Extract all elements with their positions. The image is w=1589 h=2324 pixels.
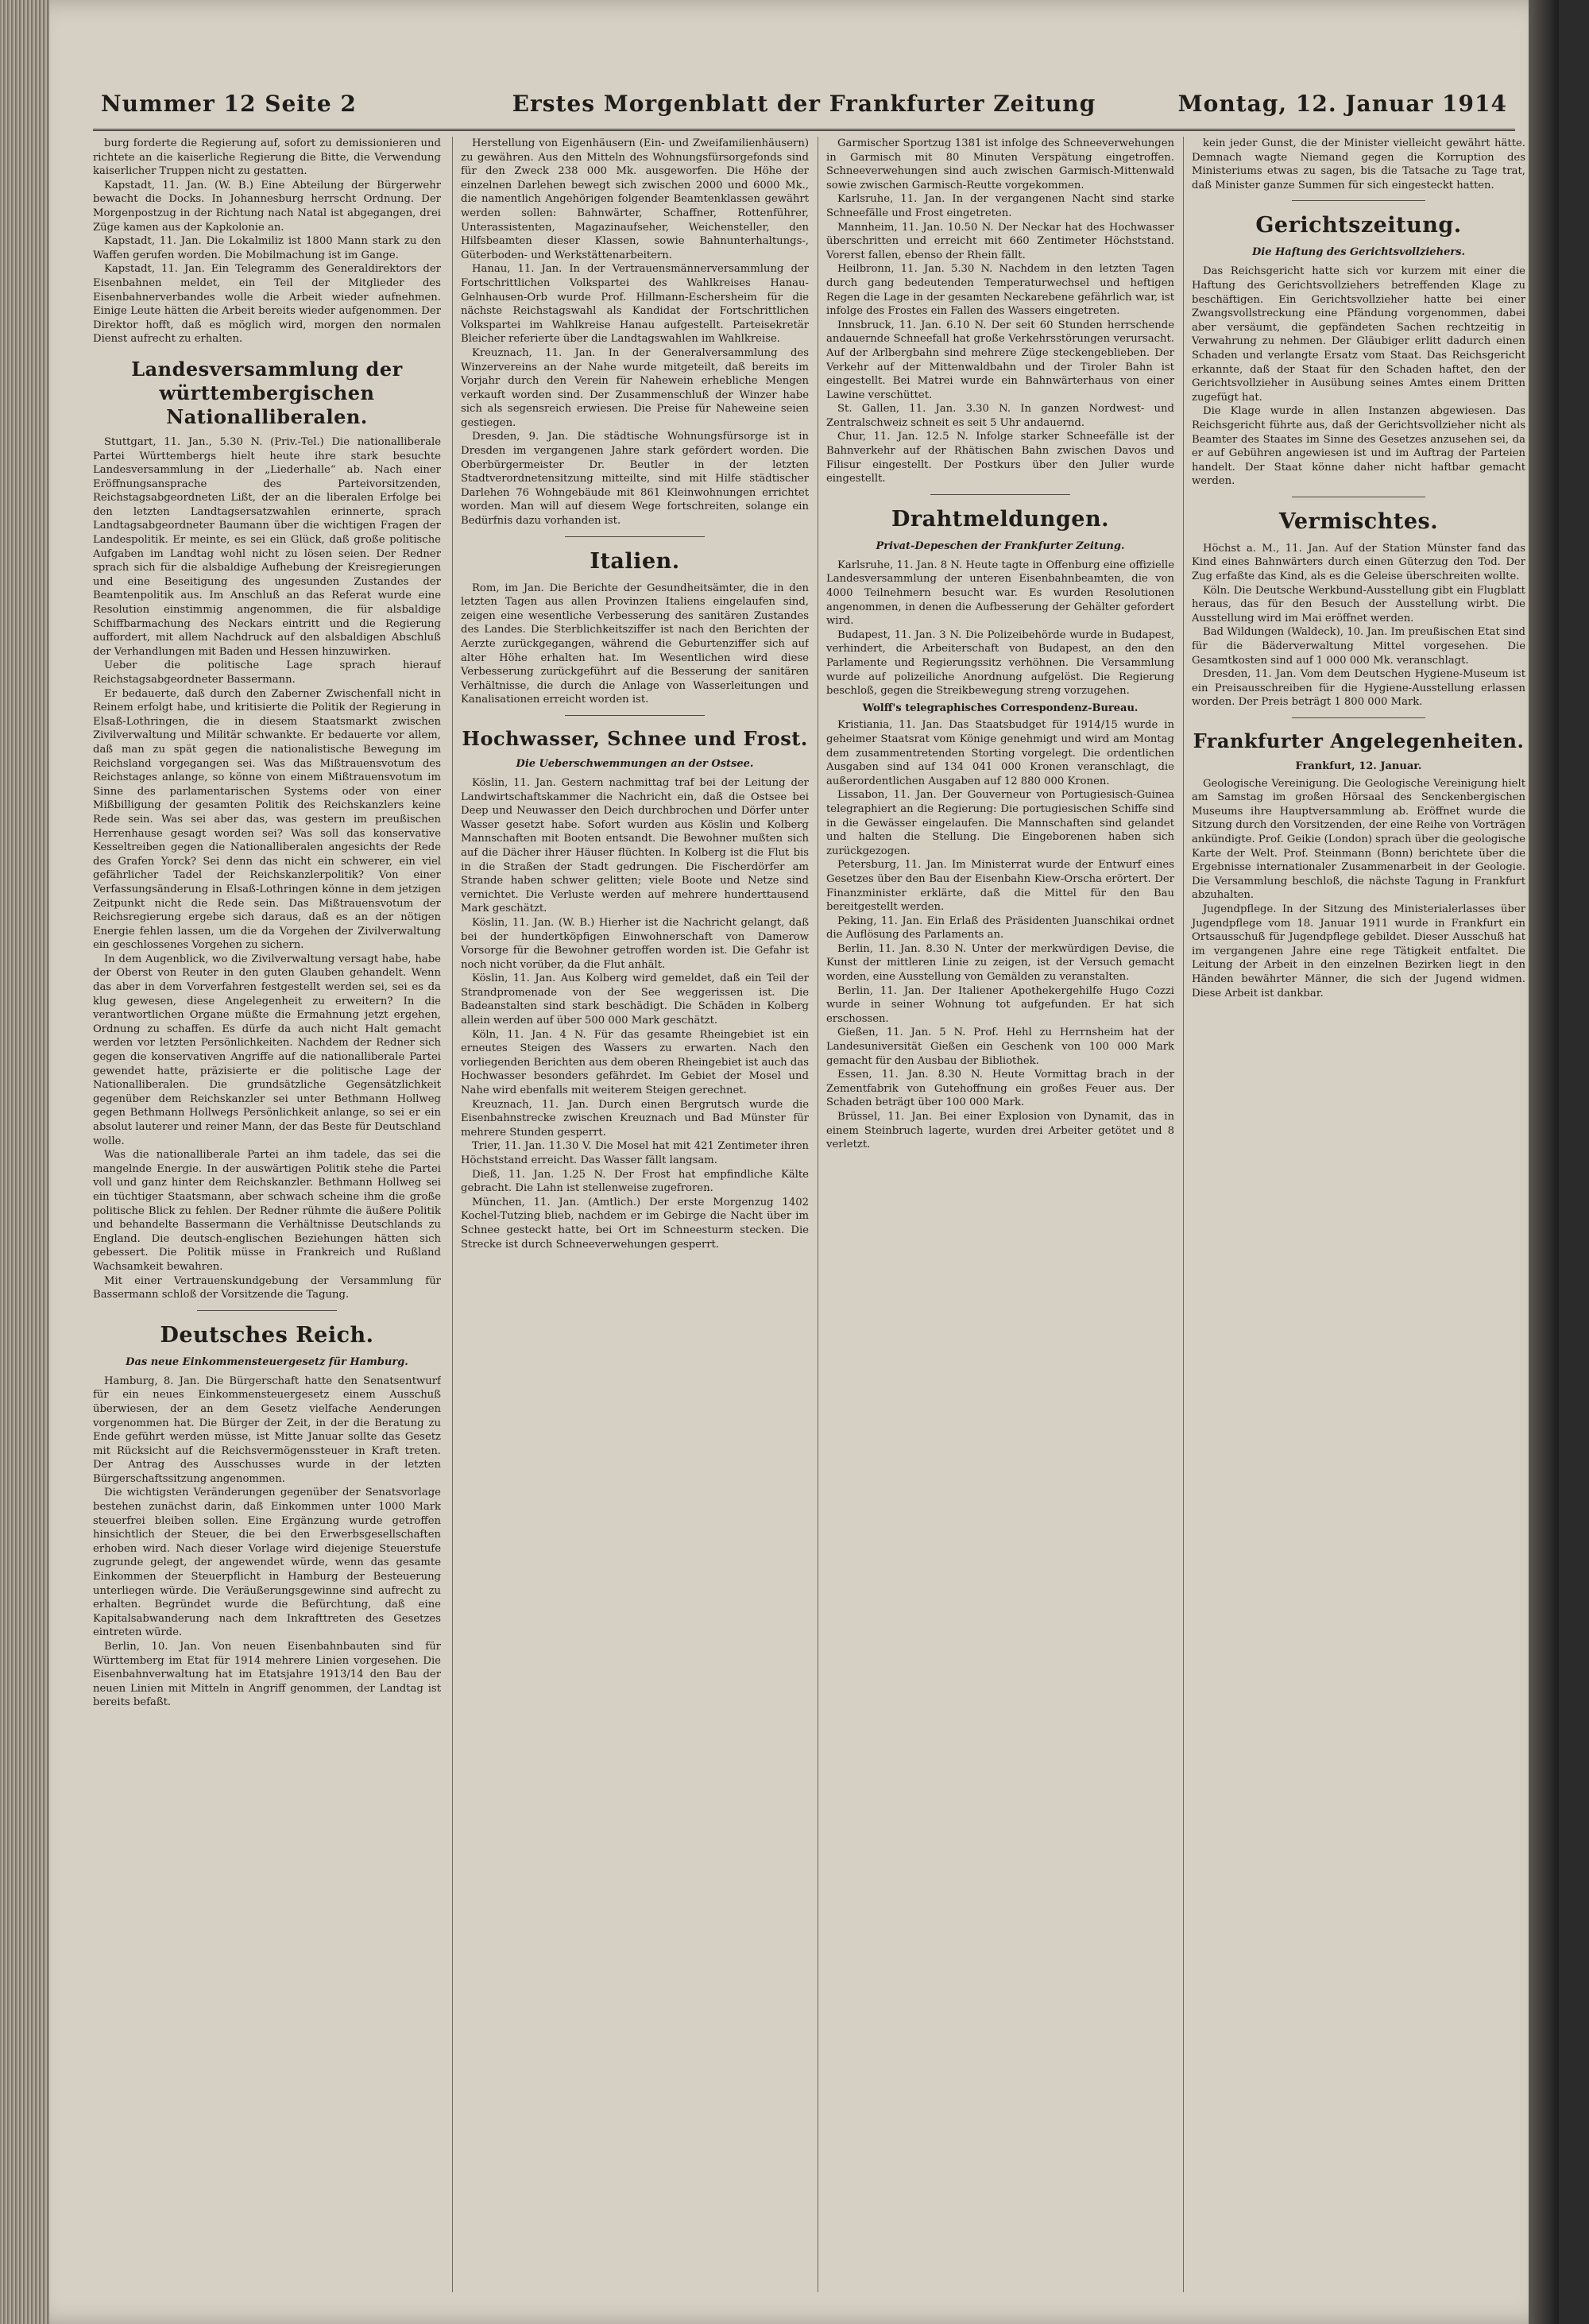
column-2 xyxy=(452,137,809,2292)
article-paragraph: Er bedauerte, daß durch den Zaberner Zwischenfall nicht in Reinem erfolgt habe, und kritisierte die Politik der Regierung in Elsaß-Lothringen, die in diesem Staatsmarkt zwischen Zivilverwaltung und Militär schwankte. Er bedauerte vor allem, daß man zu spät gegen die nationalistische Bewegung im Reichsland vorgegangen sei. Was das Mißtrauensvotum des Reichstages anlange, so könne von einem Mißtrauensvotum im Sinne des parlamentarischen Systems oder von einer Mißbilligung der gesamten Politik des Reichskanzlers keine Rede sein. Was sei aber das, was gestern im preußischen Herrenhause gesagt worden sei? Was soll das konservative Kesseltreiben gegen die Nationalliberalen angesichts der Rede des Grafen Yorck? Sei denn das nicht ein schwerer, ein viel gefährlicher Tadel der Reichskanzlerpolitik? Von einer Verfassungsänderung in Elsaß-Lothringen könne in dem jetzigen Zeitpunkt nicht die Rede sein. Das Mißtrauensvotum der Reichsregierung ergebe sich daraus, daß es an der nötigen Energie fehlen lassen, um die da Vorgehen der Zivilverwaltung ein geschlossenes Vorgehen zu sichern. xyxy=(93,687,441,952)
article-paragraph: München, 11. Jan. (Amtlich.) Der erste Morgenzug 1402 Kochel-Tutzing blieb, nachdem er im Gebirge die Nacht über im Schnee gesteckt hatte, bei Ort im Schneesturm stecken. Die Strecke ist durch Schneeverwehungen gesperrt. xyxy=(461,1196,809,1251)
section-heading: Italien. xyxy=(590,548,680,574)
column-1 xyxy=(93,137,441,2292)
article-paragraph: Hanau, 11. Jan. In der Vertrauensmännerversammlung der Fortschrittlichen Volkspartei des Wahlkreises Hanau-Gelnhausen-Orb wurde Prof. Hillmann-Eschersheim für die nächste Reichstagswahl als Kandidat der Fortschrittlichen Volkspartei im Wahlkreise Hanau aufgestellt. Parteisekretär Bleicher referierte über die Landtagswahlen im Wahlkreise. xyxy=(461,263,809,346)
page-number: Nummer 12 Seite 2 xyxy=(101,91,357,117)
article-paragraph: Jugendpflege. In der Sitzung des Ministerialerlasses über Jugendpflege vom 18. Januar 1911 wurde in Frankfurt ein Ortsausschuß für Jugendpflege gebildet. Dieser Ausschuß hat im vergangenen Jahre eine rege Tätigkeit entfaltet. Die Leitung der Arbeit in den einzelnen Bezirken liegt in den Händen bewährter Männer, die sich der Jugend widmen. Diese Arbeit ist dankbar. xyxy=(1192,903,1525,1000)
article-paragraph: Kapstadt, 11. Jan. (W. B.) Eine Abteilung der Bürgerwehr bewacht die Docks. In Johannesburg herrscht Ordnung. Der Morgenpostzug in der Richtung nach Natal ist abgegangen, drei Züge kamen aus der Kapkolonie an. xyxy=(93,179,441,234)
article-paragraph: Köln, 11. Jan. 4 N. Für das gesamte Rheingebiet ist ein erneutes Steigen des Wassers zu erwarten. Nach den vorliegenden Berichten aus dem oberen Rheingebiet ist auch das Hochwasser besonders gefährdet. Im Gebiet der Mosel und Nahe wird ebenfalls mit weiterem Steigen gerechnet. xyxy=(461,1028,809,1097)
article-paragraph: Berlin, 10. Jan. Von neuen Eisenbahnbauten sind für Württemberg im Etat für 1914 mehrere Linien vorgesehen. Die Eisenbahnverwaltung hat im Etatsjahre 1913/14 den Bau der neuen Linien mit Mitteln in Angriff genommen, der Landtag ist bereits befaßt. xyxy=(93,1641,441,1709)
article-paragraph: Höchst a. M., 11. Jan. Auf der Station Münster fand das Kind eines Bahnwärters durch einen Güterzug den Tod. Der Zug erfaßte das Kind, als es die Geleise überschreiten wollte. xyxy=(1192,542,1525,583)
article-paragraph: Die Klage wurde in allen Instanzen abgewiesen. Das Reichsgericht führte aus, daß der Gerichtsvollzieher nicht als Beamter des Staates im Sinne des Gesetzes anzusehen sei, da er auf Gebühren angewiesen ist und im Auftrag der Parteien handelt. Der Staat könne daher nicht haftbar gemacht werden. xyxy=(1192,405,1525,488)
article-paragraph: Brüssel, 11. Jan. Bei einer Explosion von Dynamit, das in einem Steinbruch lagerte, wurden drei Arbeiter getötet und 8 verletzt. xyxy=(826,1111,1174,1151)
article-paragraph: Stuttgart, 11. Jan., 5.30 N. (Priv.-Tel.) Die nationalliberale Partei Württembergs hielt heute ihre stark besuchte Landesversammlung in der „Liederhalle“ ab. Nach einer Eröffnungsansprache des Parteivorsitzenden, Reichstagsabgeordneten Lißt, der an die liberalen Erfolge bei den letzten Landtagsersatzwahlen erinnerte, sprach Landtagsabgeordneter Baumann über die wichtigen Fragen der Landespolitik. Er meinte, es sei ein Glück, daß große politische Aufgaben im Landtag wohl nicht zu lösen seien. Der Redner sprach sich für die alsbaldige Aufhebung der Kreisregierungen und eine Beseitigung des ungesunden Zustandes der Beamtenpolitik aus. Im Anschluß an das Referat wurde eine Resolution einstimmig angenommen, die für alsbaldige Schiffbarmachung des Neckars eintritt und die Regierung auffordert, mit allem Nachdruck auf den alsbaldigen Abschluß der Verhandlungen mit Baden und Hessen hinzuwirken. xyxy=(93,435,441,658)
divider xyxy=(1292,200,1425,201)
article-paragraph: kein jeder Gunst, die der Minister vielleicht gewährt hätte. Demnach wagte Niemand gegen die Korruption des Ministeriums etwas zu sagen, bis die Tatsache zu Tage trat, daß Minister ganze Summen für sich eingesteckt hatten. xyxy=(1192,137,1525,191)
article-paragraph: Innsbruck, 11. Jan. 6.10 N. Der seit 60 Stunden herrschende andauernde Schneefall hat große Verkehrsstörungen verursacht. Auf der Arlbergbahn sind mehrere Züge steckengeblieben. Der Verkehr auf der Mittenwaldbahn und der Tiroler Bahn ist eingestellt. Bei Matrei wurde ein Bahnwärterhaus von einer Lawine verschüttet. xyxy=(826,319,1174,401)
article-paragraph: Was die nationalliberale Partei an ihm tadele, das sei die mangelnde Energie. In der auswärtigen Politik stehe die Partei voll und ganz hinter dem Reichskanzler. Bethmann Hollweg sei ein tüchtiger Staatsmann, aber schwach scheine ihm die große politische Blick zu fehlen. Der Redner rühmte die äußere Politik und behandelte Bassermann die Verhältnisse Deutschlands zu England. Die deutsch-englischen Beziehungen hätten sich gebessert. Die Politik müsse in Frankreich und Rußland Wachsamkeit bewahren. xyxy=(93,1149,441,1273)
article-paragraph: Karlsruhe, 11. Jan. In der vergangenen Nacht sind starke Schneefälle und Frost eingetreten. xyxy=(826,193,1174,219)
subheading: Die Haftung des Gerichtsvollziehers. xyxy=(1252,246,1465,259)
subheading: Privat-Depeschen der Frankfurter Zeitung. xyxy=(876,539,1125,552)
article-paragraph: Trier, 11. Jan. 11.30 V. Die Mosel hat mit 421 Zentimeter ihren Höchststand erreicht. Das Wasser fällt langsam. xyxy=(461,1140,809,1166)
newspaper-page xyxy=(49,0,1559,2324)
article-paragraph: Berlin, 11. Jan. 8.30 N. Unter der merkwürdigen Devise, die Kunst der mittleren Linie zu zeigen, ist der Versuch gemacht worden, eine Ausstellung von Gemälden zu veranstalten. xyxy=(826,942,1174,984)
article-paragraph: Kristiania, 11. Jan. Das Staatsbudget für 1914/15 wurde in geheimer Staatsrat vom Könige genehmigt und wird am Montag dem zusammentretenden Storting vorgelegt. Die ordentlichen Ausgaben sind auf 134 041 000 Kronen veranschlagt, die außerordentlichen Ausgaben auf 12 880 000 Kronen. xyxy=(826,719,1174,787)
article-paragraph: Kapstadt, 11. Jan. Die Lokalmiliz ist 1800 Mann stark zu den Waffen gerufen worden. Die Mobilmachung ist im Gange. xyxy=(93,235,441,261)
article-paragraph: Köslin, 11. Jan. (W. B.) Hierher ist die Nachricht gelangt, daß bei der hundertköpfigen Einwohnerschaft von Damerow Vorsorge für die Bewohner getroffen worden ist. Die Gefahr ist noch nicht vorüber, da die Flut anhält. xyxy=(461,916,809,971)
article-paragraph: Dieß, 11. Jan. 1.25 N. Der Frost hat empfindliche Kälte gebracht. Die Lahn ist stellenweise zugefroren. xyxy=(461,1168,809,1195)
section-heading: Frankfurter Angelegenheiten. xyxy=(1193,729,1525,752)
article-paragraph: Hamburg, 8. Jan. Die Bürgerschaft hatte den Senatsentwurf für ein neues Einkommensteuergesetz einem Ausschuß überwiesen, der an dem Gesetz vielfache Aenderungen vorgenommen hat. Die Bürger der Zeit, in der die Beratung zu Ende geführt werden müsse, ist Mitte Januar sollte das Gesetz mit Rücksicht auf die Reichsvermögenssteuer in Kraft treten. Der Antrag des Ausschusses wurde in der letzten Bürgerschaftssitzung angenommen. xyxy=(93,1375,441,1485)
book-binding-edge xyxy=(0,0,49,2324)
article-paragraph: Lissabon, 11. Jan. Der Gouverneur von Portugiesisch-Guinea telegraphiert an die Regierung: Die portugiesischen Schiffe sind in die Gewässer eingelaufen. Die Mannschaften sind gelandet und halten die Stellung. Die Eingeborenen haben sich zurückgezogen. xyxy=(826,789,1174,857)
article-paragraph: Petersburg, 11. Jan. Im Ministerrat wurde der Entwurf eines Gesetzes über den Bau der Eisenbahn Kiew-Orscha erörtert. Der Finanzminister erklärte, daß die Mittel für den Bau bereitgestellt werden. xyxy=(826,859,1174,914)
divider xyxy=(930,494,1069,495)
section-heading: Landesversammlung der württembergischen Nationalliberalen. xyxy=(131,357,403,428)
article-paragraph: Dresden, 11. Jan. Vom dem Deutschen Hygiene-Museum ist ein Preisausschreiben für die Hygiene-Ausstellung erlassen worden. Der Preis beträgt 1 800 000 Mark. xyxy=(1192,668,1525,709)
divider xyxy=(197,1310,336,1311)
newspaper-title: Erstes Morgenblatt der Frankfurter Zeitung xyxy=(512,91,1096,117)
article-paragraph: Köslin, 11. Jan. Gestern nachmittag traf bei der Leitung der Landwirtschaftskammer die Nachricht ein, daß die Ostsee bei Deep und Neuwasser den Deich durchbrochen und Dörfer unter Wasser gesetzt habe. Sofort wurden aus Köslin und Kolberg Mannschaften mit Booten entsandt. Die Bewohner mußten sich auf die Dächer ihrer Häuser flüchten. In Kolberg ist die Flut bis in die Straßen der Stadt gedrungen. Die Fischerdörfer am Strande haben schwer gelitten; viele Boote und Netze sind vernichtet. Die Verluste werden auf mehrere hunderttausend Mark geschätzt. xyxy=(461,776,809,915)
page-shadow-edge xyxy=(1529,0,1559,2324)
divider xyxy=(565,536,704,537)
article-paragraph: Karlsruhe, 11. Jan. 8 N. Heute tagte in Offenburg eine offizielle Landesversammlung der unteren Eisenbahnbeamten, die von 4000 Teilnehmern besucht war. Es wurden Resolutionen angenommen, in denen die Aufbesserung der Gehälter gefordert wird. xyxy=(826,559,1174,628)
column-4 xyxy=(1183,137,1525,2292)
article-paragraph: Köln. Die Deutsche Werkbund-Ausstellung gibt ein Flugblatt heraus, das für den Besuch der Ausstellung wirbt. Die Ausstellung wird im Mai eröffnet werden. xyxy=(1192,584,1525,625)
section-heading: Vermischtes. xyxy=(1278,508,1439,534)
article-paragraph: Kreuznach, 11. Jan. Durch einen Bergrutsch wurde die Eisenbahnstrecke zwischen Kreuznach und Bad Münster für mehrere Stunden gesperrt. xyxy=(461,1098,809,1139)
subheading: Das neue Einkommensteuergesetz für Hamburg. xyxy=(126,1355,408,1368)
article-paragraph: Mannheim, 11. Jan. 10.50 N. Der Neckar hat des Hochwasser überschritten und erreicht mit 660 Zentimeter Höchststand. Vorerst fallen, ebenso der Rhein fällt. xyxy=(826,221,1174,261)
article-paragraph: Köslin, 11. Jan. Aus Kolberg wird gemeldet, daß ein Teil der Strandpromenade von der See weggerissen ist. Die Badeanstalten sind stark beschädigt. Die Schäden in Kolberg allein werden auf über 500 000 Mark geschätzt. xyxy=(461,973,809,1027)
article-paragraph: Das Reichsgericht hatte sich vor kurzem mit einer die Haftung des Gerichtsvollziehers betreffenden Klage zu beschäftigen. Ein Gerichtsvollzieher hatte bei einer Zwangsvollstreckung eine Pfändung vorgenommen, dabei aber versäumt, die gepfändeten Sachen rechtzeitig in Verwahrung zu nehmen. Der Gläubiger erlitt dadurch einen Schaden und verlangte Ersatz vom Staat. Das Reichsgericht erkannte, daß der Staat für den Schaden haftet, den der Gerichtsvollzieher in Ausübung seines Amtes einem Dritten zugefügt hat. xyxy=(1192,265,1525,404)
article-paragraph: Rom, im Jan. Die Berichte der Gesundheitsämter, die in den letzten Tagen aus allen Provinzen Italiens eingelaufen sind, zeigen eine wesentliche Verbesserung des sanitären Zustandes des Landes. Die Sterblichkeitsziffer ist nach den Berichten der Aerzte zurückgegangen, während die Geburtenziffer sich auf alter Höhe erhalten hat. Im Wesentlichen wird diese Verbesserung zurückgeführt auf die Besserung der sanitären Verhältnisse, die durch die Anlage von Wasserleitungen und Kanalisationen erreicht worden ist. xyxy=(461,582,809,706)
article-paragraph: Chur, 11. Jan. 12.5 N. Infolge starker Schneefälle ist der Bahnverkehr auf der Rhätischen Bahn zwischen Davos und Filisur eingestellt. Der Postkurs über den Julier wurde eingestellt. xyxy=(826,431,1174,485)
article-paragraph: In dem Augenblick, wo die Zivilverwaltung versagt habe, habe der Oberst von Reuter in den guten Glauben gehandelt. Wenn das aber in dem Vorverfahren festgestellt werden sei, sei es da klug gewesen, diese Angelegenheit zu erweitern? In die verantwortlichen Organe müßte die Ermahnung jetzt ergehen, Ordnung zu schaffen. Es dürfe da auch nicht Halt gemacht werden vor letzten Persönlichkeiten. Nachdem der Redner sich gegen die konservativen Angriffe auf die nationalliberale Partei gewendet hatte, präzisierte er die politische Lage der Nationalliberalen. Die grundsätzliche Gegensätzlichkeit gegenüber dem Reichskanzler sei unter Bethmann Hollweg gegen Bethmann Hollwegs Persönlichkeit anlange, so sei er ein absolut lauterer und reiner Mann, der das Beste für Deutschland wolle. xyxy=(93,953,441,1147)
subheading: Die Ueberschwemmungen an der Ostsee. xyxy=(516,757,754,770)
agency-heading: Wolff's telegraphisches Correspondenz-Bureau. xyxy=(862,702,1139,714)
divider xyxy=(565,715,704,716)
article-paragraph: Budapest, 11. Jan. 3 N. Die Polizeibehörde wurde in Budapest, verhindert, die Arbeiterschaft von Budapest, an den den Parlamente und Regierungssitz verhöhnen. Die Versammlung wurde auf polizeiliche Anordnung aufgelöst. Die Regierung beschloß, gegen die Streikbewegung streng vorzugehen. xyxy=(826,628,1174,698)
article-paragraph: Geologische Vereinigung. Die Geologische Vereinigung hielt am Samstag im großen Hörsaal des Senckenbergischen Museums ihre Hauptversammlung ab. Eröffnet wurde die Sitzung durch den Vorsitzenden, der eine Reihe von Vorträgen ankündigte. Prof. Geikie (London) sprach über die geologische Karte der Welt. Prof. Steinmann (Bonn) berichtete über die Ergebnisse internationaler Zusammenarbeit in der Geologie. Die Versammlung beschloß, die nächste Tagung in Frankfurt abzuhalten. xyxy=(1192,777,1525,902)
article-paragraph: burg forderte die Regierung auf, sofort zu demissionieren und richtete an die kaiserliche Regierung die Bitte, die Verwendung kaiserlicher Truppen nicht zu gestatten. xyxy=(93,137,441,178)
article-paragraph: Dresden, 9. Jan. Die städtische Wohnungsfürsorge ist in Dresden im vergangenen Jahre stark gefördert worden. Die Oberbürgermeister Dr. Beutler in der letzten Stadtverordnetensitzung mitteilte, sind mit Hilfe städtischer Darlehen 76 Wohngebäude mit 861 Kleinwohnungen errichtet worden. Man will auf diesem Wege fortschreiten, solange ein Bedürfnis dazu vorhanden ist. xyxy=(461,431,809,528)
article-paragraph: Die wichtigsten Veränderungen gegenüber der Senatsvorlage bestehen zunächst darin, daß Einkommen unter 1000 Mark steuerfrei bleiben sollen. Eine Ergänzung wurde getroffen hinsichtlich der Steuer, die bei den Erwerbsgesellschaften erhoben wird. Nach dieser Vorlage wird diejenige Steuerstufe zugrunde gelegt, der angewendet würde, wenn das gesamte Einkommen der Steuerpflicht in Hamburg der Besteuerung unterliegen würde. Die Veräußerungsgewinne sind aufrecht zu erhalten. Begründet wurde die Befürchtung, daß eine Kapitalsabwanderung nach dem Inkrafttreten des Gesetzes eintreten würde. xyxy=(93,1487,441,1639)
section-heading: Gerichtszeitung. xyxy=(1255,213,1462,238)
article-paragraph: Kreuznach, 11. Jan. In der Generalversammlung des Winzervereins an der Nahe wurde mitgeteilt, daß bereits im Vorjahr durch den Verein für Nahewein erhebliche Mengen verkauft worden sind. Der Zusammenschluß der Winzer habe sich als segensreich erwiesen. Die Preise für Naheweine seien gestiegen. xyxy=(461,346,809,429)
article-paragraph: Bad Wildungen (Waldeck), 10. Jan. Im preußischen Etat sind für die Bäderverwaltung Mittel vorgesehen. Die Gesamtkosten sind auf 1 000 000 Mk. veranschlagt. xyxy=(1192,626,1525,667)
article-paragraph: Gießen, 11. Jan. 5 N. Prof. Hehl zu Herrnsheim hat der Landesuniversität Gießen ein Geschenk von 100 000 Mark gemacht für den Ausbau der Bibliothek. xyxy=(826,1027,1174,1067)
divider xyxy=(1292,717,1425,718)
section-heading: Drahtmeldungen. xyxy=(891,506,1109,532)
article-paragraph: Essen, 11. Jan. 8.30 N. Heute Vormittag brach in der Zementfabrik von Gutehoffnung ein großes Feuer aus. Der Schaden beträgt über 100 000 Mark. xyxy=(826,1069,1174,1109)
article-paragraph: St. Gallen, 11. Jan. 3.30 N. In ganzen Nordwest- und Zentralschweiz schneit es seit 5 Uhr andauernd. xyxy=(826,403,1174,429)
article-paragraph: Garmischer Sportzug 1381 ist infolge des Schneeverwehungen in Garmisch mit 80 Minuten Verspätung eingetroffen. Schneeverwehungen sind auch zwischen Garmisch-Mittenwald sowie zwischen Garmisch-Reutte vorgekommen. xyxy=(826,137,1174,191)
article-paragraph: Heilbronn, 11. Jan. 5.30 N. Nachdem in den letzten Tagen durch gang bedeutenden Temperaturwechsel und heftigen Regen die Lage in der gesamten Neckarebene gefährlich war, ist infolge des Frostes ein Fallen des Wassers eingetreten. xyxy=(826,263,1174,318)
section-heading: Hochwasser, Schnee und Frost. xyxy=(462,726,808,750)
article-paragraph: Herstellung von Eigenhäusern (Ein- und Zweifamilienhäusern) zu gewähren. Aus den Mitteln des Wohnungsfürsorgefonds sind für den Zweck 238 000 Mk. ausgeworfen. Die Höhe der einzelnen Darlehen bewegt sich zwischen 2000 und 6000 Mk., die namentlich Angehörigen folgender Beamtenklassen gewährt werden sollen: Bahnwärter, Schaffner, Rottenführer, Unterassistenten, Magazinaufseher, Weichensteller, den Hilfsbeamten dieser Klassen, sowie Bahnunterhaltungs-, Güterboden- und Werkstättenarbeitern. xyxy=(461,137,809,261)
issue-date: Montag, 12. Januar 1914 xyxy=(1177,91,1507,117)
article-paragraph: Mit einer Vertrauenskundgebung der Versammlung für Bassermann schloß der Vorsitzende die Tagung. xyxy=(93,1274,441,1301)
article-paragraph: Peking, 11. Jan. Ein Erlaß des Präsidenten Juanschikai ordnet die Auflösung des Parlaments an. xyxy=(826,915,1174,942)
column-3 xyxy=(818,137,1174,2292)
masthead xyxy=(93,79,1515,131)
article-paragraph: Berlin, 11. Jan. Der Italiener Apothekergehilfe Hugo Cozzi wurde in seiner Wohnung tot aufgefunden. Er hat sich erschossen. xyxy=(826,984,1174,1025)
columns xyxy=(93,137,1525,2292)
dateline: Frankfurt, 12. Januar. xyxy=(1295,760,1422,772)
article-paragraph: Ueber die politische Lage sprach hierauf Reichstagsabgeordneter Bassermann. xyxy=(93,659,441,686)
article-paragraph: Kapstadt, 11. Jan. Ein Telegramm des Generaldirektors der Eisenbahnen meldet, ein Teil der Mitglieder des Eisenbahnerverbandes wolle die Arbeit wieder aufnehmen. Einige Leute hätten die Arbeit bereits wieder aufgenommen. Der Direktor hofft, daß es möglich wird, morgen den normalen Dienst aufrecht zu erhalten. xyxy=(93,263,441,346)
section-heading: Deutsches Reich. xyxy=(160,1322,374,1348)
